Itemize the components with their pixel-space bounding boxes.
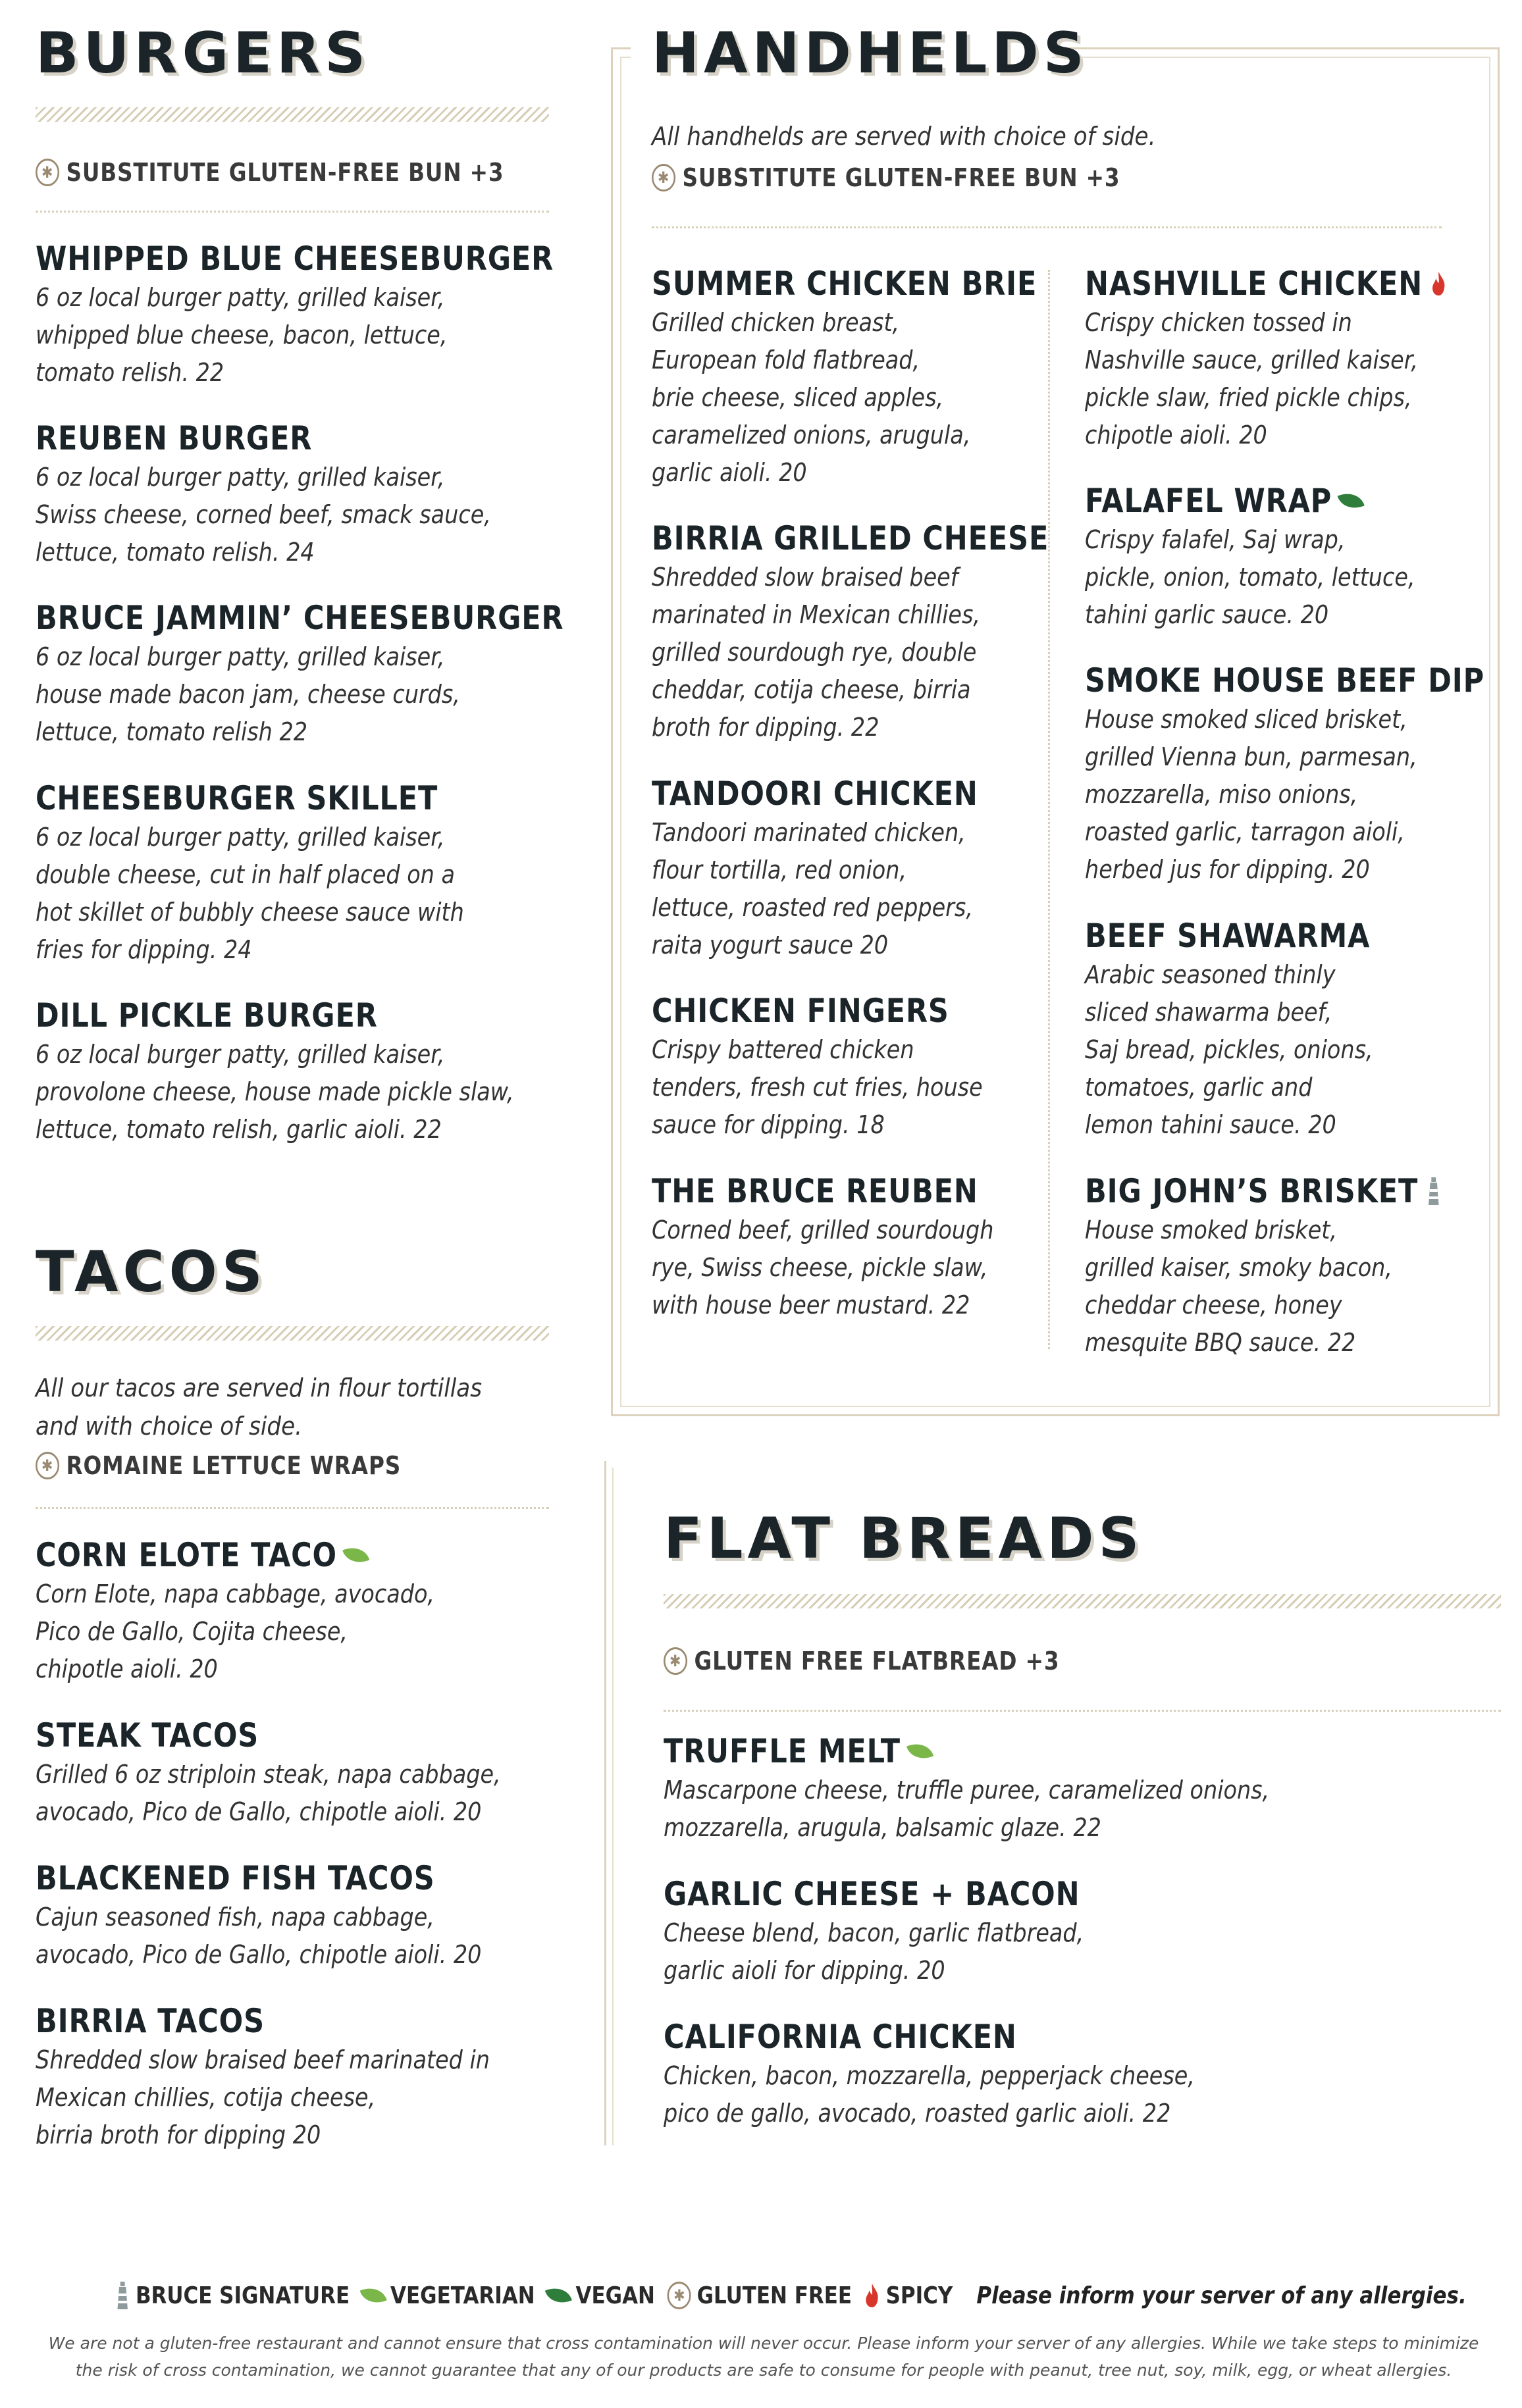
legend-gluten-free: ✱ GLUTEN FREE (668, 2282, 852, 2309)
item-description: Mascarpone cheese, truffle puree, caramelized onions, mozzarella, arugula, balsamic glaze. 22 (664, 1776, 1270, 1842)
flatbreads-left-rule (604, 1461, 606, 2145)
vegan-leaf-icon (545, 2282, 572, 2309)
vegetarian-leaf-icon (360, 2282, 387, 2309)
flame-icon (864, 2283, 880, 2308)
item-name: SMOKE HOUSE BEEF DIP (1085, 661, 1485, 700)
wheat-circle-icon: ✱ (668, 2282, 691, 2309)
allergy-note: Please inform your server of any allergies. (976, 2282, 1467, 2309)
wheat-circle-icon: ✱ (36, 159, 59, 186)
item-name: FALAFEL WRAP (1085, 480, 1407, 521)
menu-item (664, 2016, 1267, 2132)
item-name: REUBEN BURGER (36, 419, 313, 457)
menu-item (652, 1171, 1040, 1324)
item-name: BIG JOHN’S BRISKET (1085, 1171, 1441, 1212)
item-description: 6 oz local burger patty, grilled kaiser, provolone cheese, house made pickle slaw, lettuce, tomato relish, garlic aioli. 22 (36, 1040, 514, 1144)
item-description: 6 oz local burger patty, grilled kaiser, Swiss cheese, corned beef, smack sauce, lettuce, tomato relish. 24 (36, 463, 491, 567)
menu-item (36, 1715, 564, 1831)
item-description: Shredded slow braised beef marinated in Mexican chillies, grilled sourdough rye, double cheddar, cotija cheese, birria broth for dipping. 22 (652, 563, 981, 742)
item-description: Grilled 6 oz striploin steak, napa cabbage, avocado, Pico de Gallo, chipotle aioli. 20 (36, 1760, 501, 1826)
menu-item (1085, 263, 1506, 454)
item-name: BIRRIA GRILLED CHEESE (652, 519, 1049, 557)
handhelds-intro: All handhelds are served with choice of side. (652, 122, 1156, 151)
wheat-circle-icon: ✱ (664, 1647, 687, 1675)
item-description: Grilled chicken breast, European fold flatbread, brie cheese, sliced apples, caramelized onions, arugula, garlic aioli. 20 (652, 308, 971, 487)
allergy-disclaimer: We are not a gluten-free restaurant and cannot ensure that cross contamination will never occur. Please inform your server of any allergies. While we take steps to minimize the risk of cross contamination, we cannot guarantee that any of our products are safe to consume for people with peanut, tree nut, soy, milk, egg, or wheat allergies. (48, 2334, 1479, 2380)
legend-vegan: VEGAN (548, 2282, 655, 2309)
item-name: STEAK TACOS (36, 1716, 259, 1755)
item-name: TRUFFLE MELT (664, 1731, 1255, 1772)
item-name: SUMMER CHICKEN BRIE (652, 265, 1037, 303)
menu-item (36, 1535, 489, 1688)
menu-item (36, 418, 553, 571)
tacos-divider (36, 1326, 549, 1341)
item-description: Cheese blend, bacon, garlic flatbread, garlic aioli for dipping. 20 (664, 1918, 1084, 1985)
flatbreads-title: FLAT BREADS (664, 1506, 1144, 1572)
item-description: Arabic seasoned thinly sliced shawarma beef, Saj bread, pickles, onions, tomatoes, garlic and lemon tahini sauce. 20 (1085, 960, 1373, 1139)
vegan-leaf-icon (1338, 487, 1365, 515)
burgers-gf-note: ✱ SUBSTITUTE GLUTEN-FREE BUN +3 (36, 158, 504, 187)
item-name: DILL PICKLE BURGER (36, 996, 378, 1035)
menu-item (36, 1858, 542, 1974)
lighthouse-icon (1426, 1176, 1440, 1206)
handhelds-dotted-rule (652, 226, 1442, 228)
item-description: Crispy chicken tossed in Nashville sauce, grilled kaiser, pickle slaw, fried pickle chips, chipotle aioli. 20 (1085, 308, 1419, 449)
burgers-dotted-rule (36, 211, 549, 213)
item-name: BIRRIA TACOS (36, 2002, 265, 2040)
legend-vegetarian: VEGETARIAN (362, 2282, 535, 2309)
burgers-title: BURGERS (36, 20, 371, 86)
menu-item (1085, 660, 1522, 888)
vegetarian-leaf-icon (906, 1737, 933, 1765)
menu-item (652, 263, 1100, 492)
flatbreads-dotted-rule (664, 1710, 1501, 1712)
legend-signature: BRUCE SIGNATURE (115, 2280, 350, 2311)
item-name: BRUCE JAMMIN’ CHEESEBURGER (36, 599, 564, 637)
menu-item (664, 1874, 1147, 1989)
tacos-gf-note: ✱ ROMAINE LETTUCE WRAPS (36, 1451, 401, 1480)
wheat-circle-icon: ✱ (652, 164, 675, 192)
tacos-title: TACOS (36, 1239, 267, 1305)
menu-item (652, 773, 1031, 964)
item-name: WHIPPED BLUE CHEESEBURGER (36, 240, 554, 278)
item-description: Chicken, bacon, mozzarella, pepperjack cheese, pico de gallo, avocado, roasted garlic aioli. 22 (664, 2061, 1195, 2128)
menu-item (36, 2001, 552, 2154)
item-name: CALIFORNIA CHICKEN (664, 2018, 1017, 2056)
item-description: 6 oz local burger patty, grilled kaiser, house made bacon jam, cheese curds, lettuce, tomato relish 22 (36, 642, 460, 746)
menu-item (36, 778, 523, 969)
item-description: 6 oz local burger patty, grilled kaiser, double cheese, cut in half placed on a hot skillet of bubbly cheese sauce with fries for dipping. 24 (36, 823, 464, 964)
menu-item (664, 1731, 1352, 1847)
item-description: Shredded slow braised beef marinated in Mexican chillies, cotija cheese, birria broth for dipping 20 (36, 2045, 490, 2149)
legend-spicy: SPICY (864, 2282, 953, 2309)
item-name: CHICKEN FINGERS (652, 992, 949, 1030)
item-description: Crispy falafel, Saj wrap, pickle, onion, tomato, lettuce, tahini garlic sauce. 20 (1085, 525, 1415, 629)
menu-item (1085, 480, 1460, 634)
item-description: 6 oz local burger patty, grilled kaiser, whipped blue cheese, bacon, lettuce, tomato relish. 22 (36, 283, 448, 387)
item-description: Tandoori marinated chicken, flour tortilla, red onion, lettuce, roasted red peppers, raita yogurt sauce 20 (652, 818, 973, 960)
item-name: TANDOORI CHICKEN (652, 775, 978, 813)
item-description: Crispy battered chicken tenders, fresh cut fries, house sauce for dipping. 18 (652, 1035, 983, 1139)
item-name: BLACKENED FISH TACOS (36, 1859, 435, 1897)
handhelds-gf-note: ✱ SUBSTITUTE GLUTEN-FREE BUN +3 (652, 163, 1120, 192)
lighthouse-icon (115, 2280, 130, 2311)
burgers-divider (36, 107, 549, 122)
vegetarian-leaf-icon (343, 1541, 370, 1569)
item-name: NASHVILLE CHICKEN (1085, 263, 1446, 304)
flatbreads-left-rule-inner (612, 1468, 614, 2145)
wheat-circle-icon: ✱ (36, 1452, 59, 1479)
menu-item (1085, 1171, 1499, 1362)
item-description: Corned beef, grilled sourdough rye, Swiss cheese, pickle slaw, with house beer mustard. 22 (652, 1216, 994, 1319)
item-name: CORN ELOTE TACO (36, 1535, 425, 1575)
tacos-dotted-rule (36, 1507, 549, 1509)
menu-item (36, 995, 579, 1148)
item-name: THE BRUCE REUBEN (652, 1172, 978, 1210)
dietary-legend (115, 2280, 1467, 2311)
item-name: GARLIC CHEESE + BACON (664, 1875, 1080, 1913)
item-name: BEEF SHAWARMA (1085, 917, 1371, 955)
item-name: CHEESEBURGER SKILLET (36, 779, 438, 817)
item-description: House smoked brisket, grilled kaiser, smoky bacon, cheddar cheese, honey mesquite BBQ sauce. 22 (1085, 1216, 1392, 1357)
item-description: Cajun seasoned fish, napa cabbage, avocado, Pico de Gallo, chipotle aioli. 20 (36, 1903, 482, 1969)
tacos-intro: All our tacos are served in flour tortillas and with choice of side. (36, 1373, 483, 1441)
menu-item (652, 518, 1113, 746)
handhelds-title: HANDHELDS (652, 20, 1089, 86)
flatbreads-divider (664, 1594, 1501, 1608)
menu-item (1085, 915, 1417, 1144)
menu-item (36, 598, 650, 751)
flame-icon (1430, 271, 1446, 296)
item-description: House smoked sliced brisket, grilled Vienna bun, parmesan, mozzarella, miso onions, roasted garlic, tarragon aioli, herbed jus for dipping. 20 (1085, 705, 1417, 884)
menu-item (36, 238, 638, 392)
flatbreads-gf-note: ✱ GLUTEN FREE FLATBREAD +3 (664, 1647, 1059, 1676)
menu-item (652, 990, 1028, 1144)
item-description: Corn Elote, napa cabbage, avocado, Pico de Gallo, Cojita cheese, chipotle aioli. 20 (36, 1579, 435, 1683)
